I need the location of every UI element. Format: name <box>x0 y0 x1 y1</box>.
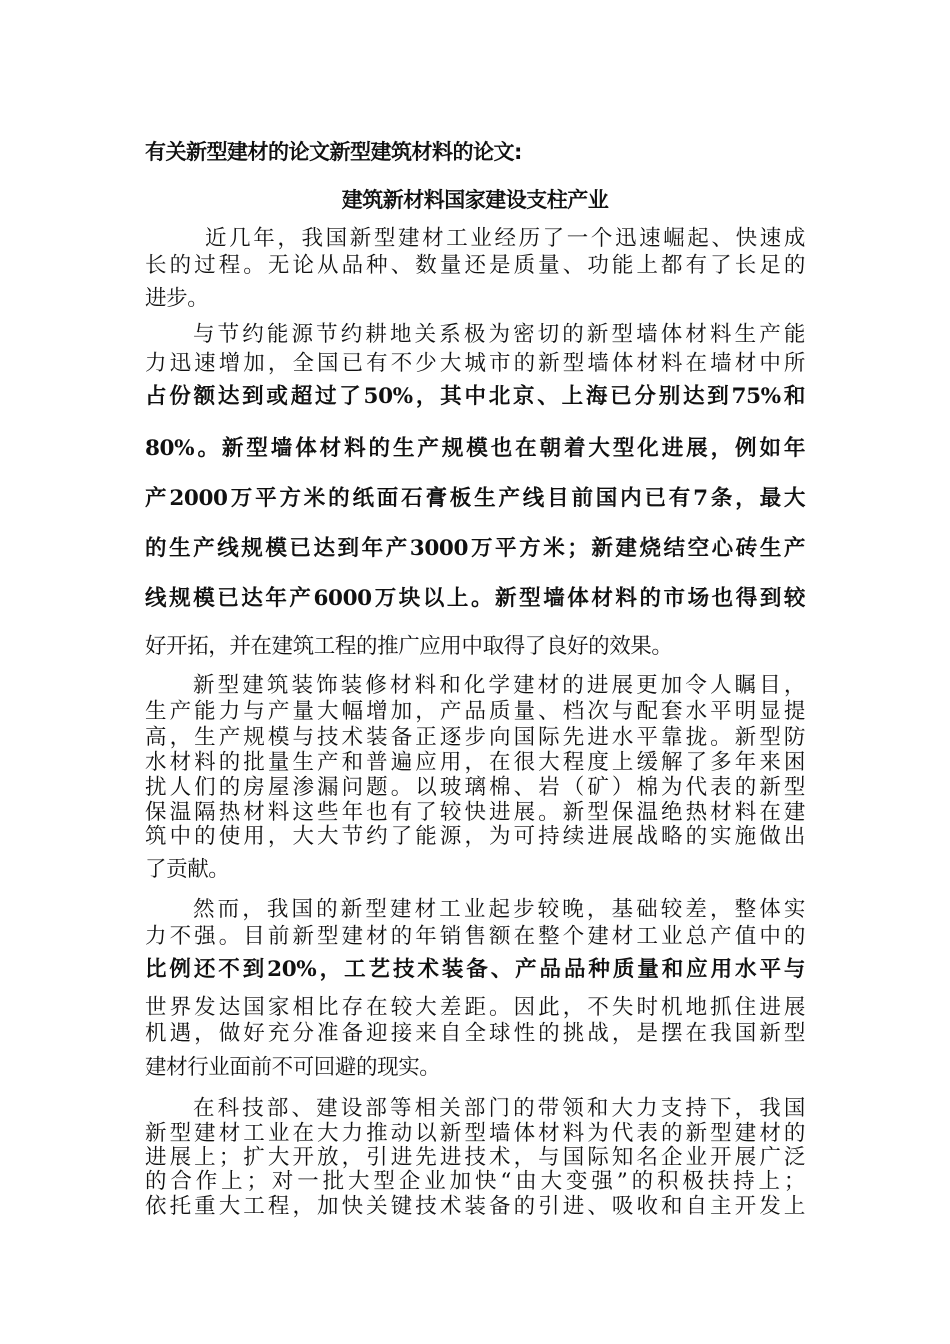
paragraph-2-line-2: 力迅速增加，全国已有不少大城市的新型墙体材料在墙材中所 <box>145 351 805 376</box>
paragraph-1-line-1: 近几年，我国新型建材工业经历了一个迅速崛起、快速成 <box>205 226 805 251</box>
document-title: 有关新型建材的论文新型建筑材料的论文: <box>145 140 522 164</box>
paragraph-3-line-4: 水材料的批量生产和普遍应用，在很大程度上缓解了多年来困 <box>145 750 805 775</box>
paragraph-5-line-1: 在科技部、建设部等相关部门的带领和大力支持下，我国 <box>193 1096 805 1121</box>
paragraph-2-line-8: 好开拓，并在建筑工程的推广应用中取得了良好的效果。 <box>145 634 673 659</box>
paragraph-5-line-5: 依托重大工程，加快关键技术装备的引进、吸收和自主开发上 <box>145 1194 805 1219</box>
paragraph-2-line-7: 线规模已达年产6000万块以上。新型墙体材料的市场也得到较 <box>145 586 805 611</box>
paragraph-3-line-3: 高，生产规模与技术装备正逐步向国际先进水平靠拢。新型防 <box>145 725 805 750</box>
paragraph-3-line-1: 新型建筑装饰装修材料和化学建材的进展更加令人瞩目， <box>193 673 805 698</box>
paragraph-2-line-4: 80%。新型墙体材料的生产规模也在朝着大型化进展，例如年 <box>145 436 805 461</box>
paragraph-1-line-3: 进步。 <box>145 286 209 311</box>
paragraph-4-line-3: 比例还不到20%，工艺技术装备、产品品种质量和应用水平与 <box>145 957 805 982</box>
paragraph-2-line-6: 的生产线规模已达到年产3000万平方米；新建烧结空心砖生产 <box>145 536 805 561</box>
paragraph-4-line-5: 机遇，做好充分准备迎接来自全球性的挑战，是摆在我国新型 <box>145 1021 805 1046</box>
paragraph-4-line-2: 力不强。目前新型建材的年销售额在整个建材工业总产值中的 <box>145 924 805 949</box>
paragraph-2-line-5: 产2000万平方米的纸面石膏板生产线目前国内已有7条，最大 <box>145 486 805 511</box>
paragraph-4-line-6: 建材行业面前不可回避的现实。 <box>145 1055 441 1080</box>
paragraph-3-line-2: 生产能力与产量大幅增加，产品质量、档次与配套水平明显提 <box>145 699 805 724</box>
paragraph-1-line-2: 长的过程。无论从品种、数量还是质量、功能上都有了长足的 <box>145 253 805 278</box>
paragraph-3-line-5: 扰人们的房屋渗漏问题。以玻璃棉、岩（矿）棉为代表的新型 <box>145 775 805 800</box>
paragraph-4-line-4: 世界发达国家相比存在较大差距。因此，不失时机地抓住进展 <box>145 995 805 1020</box>
document-subtitle: 建筑新材料国家建设支柱产业 <box>341 188 609 212</box>
paragraph-5-line-4: 的合作上；对一批大型企业加快“由大变强”的积极扶持上； <box>145 1169 805 1194</box>
paragraph-2-line-3: 占份额达到或超过了50%，其中北京、上海已分别达到75%和 <box>145 384 805 409</box>
paragraph-4-line-1: 然而，我国的新型建材工业起步较晚，基础较差，整体实 <box>193 897 805 922</box>
paragraph-3-line-6: 保温隔热材料这些年也有了较快进展。新型保温绝热材料在建 <box>145 800 805 825</box>
paragraph-5-line-3: 进展上；扩大开放，引进先进技术，与国际知名企业开展广泛 <box>145 1145 805 1170</box>
paragraph-3-line-8: 了贡献。 <box>145 857 230 882</box>
paragraph-2-line-1: 与节约能源节约耕地关系极为密切的新型墙体材料生产能 <box>193 322 805 347</box>
paragraph-3-line-7: 筑中的使用，大大节约了能源，为可持续进展战略的实施做出 <box>145 824 805 849</box>
paragraph-5-line-2: 新型建材工业在大力推动以新型墙体材料为代表的新型建材的 <box>145 1121 805 1146</box>
